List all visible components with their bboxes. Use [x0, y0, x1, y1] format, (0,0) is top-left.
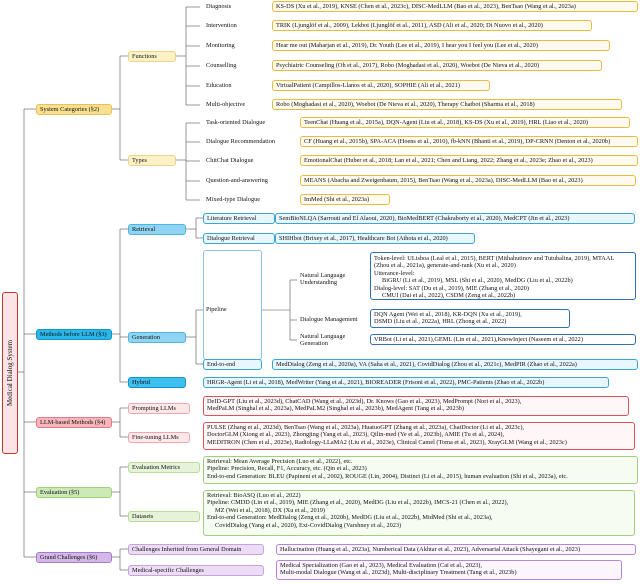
- node-label: Functions: [132, 53, 157, 60]
- specific-line: Multi-modal Dialogue (Wang et al., 2023d), Multi-disciplinary Treatment (Tang et al., 2023b): [280, 569, 517, 577]
- label-pipeline: Pipeline: [206, 306, 227, 313]
- node-evaluation-metrics: [128, 462, 200, 473]
- dm-line: DSMD (Liu et al., 2022a), HRL (Zhong et al., 2022): [374, 318, 507, 326]
- dm-line: DQN Agent (Wei et al., 2018), KR-DQN (Xu et al., 2019),: [374, 311, 522, 318]
- finetuning-line: MEDITRON (Chen et al., 2023e), Radiology-LLaMA2 (Liu et al., 2023e), Clinical Camel (Toma et al., 2023), XrayGLM (Wang et al., 2023c): [207, 438, 567, 446]
- node-literature-retrieval: [203, 213, 275, 224]
- node-label: Datasets: [132, 513, 154, 520]
- label-nlg-2: Generation: [300, 340, 328, 347]
- node-medical-specific: [128, 565, 264, 576]
- label-intervention: Intervention: [206, 22, 237, 29]
- nlu-line: BiGRU (Li et al., 2019), MSL (Shi et al., 2020), MedDG (Liu et al., 2022b): [382, 277, 573, 285]
- finetuning-line: DoctorGLM (Xiong et al., 2023), Zhongjing (Yang et al., 2023), Qilin-med (Ye et al., 2023b), AMIE (Tu et al., 2024),: [207, 431, 505, 439]
- leaf-chitchat: [300, 155, 638, 166]
- category-system: [36, 104, 112, 115]
- node-datasets: [128, 511, 200, 522]
- leaf-multi-objective: [272, 99, 622, 110]
- category-challenges: [36, 552, 112, 563]
- category-label: Methods before LLM (§3): [40, 331, 107, 338]
- node-label: Medical-specific Challenges: [132, 567, 204, 574]
- leaf-text: HRGR-Agent (Li et al., 2018), MedWriter (Yang et al., 2021), BIOREADER (Frisoni et al., 2022), PMC-Patients (Zhao et al., 2022b): [207, 379, 545, 386]
- leaf-text: TRIK (Ljunglöf et al., 2009), Lekbot (Ljunglöf et al., 2011), ASD (Ali et al., 2020; Di Nuovo et al., 2020): [276, 22, 543, 29]
- label-monitoring: Monitoring: [206, 42, 235, 49]
- datasets-line: Pipeline: CMDD (Lin et al., 2019), MIE (Zhang et al., 2020), MedDG (Liu et al., 2022b), IMCS-21 (Chen et al., 2022),: [207, 499, 509, 507]
- leaf-text: ImMed (Shi et al., 2023a): [304, 196, 370, 203]
- leaf-task-oriented: [300, 117, 630, 128]
- label-dialogue-management: Dialogue Management: [300, 316, 358, 323]
- leaf-text: MedDialog (Zeng et al., 2020a), VA (Saha et al., 2021), CovidDialog (Zhou et al., 2021c), MedPIR (Zhao et al., 2022a): [276, 361, 577, 368]
- node-finetuning: [128, 432, 190, 443]
- label-education: Education: [206, 82, 232, 89]
- leaf-question-answering: [300, 175, 636, 186]
- node-label: Literature Retrieval: [207, 215, 257, 222]
- node-dialogue-retrieval: [203, 233, 275, 244]
- node-label: Prompting LLMs: [132, 405, 176, 412]
- label-nlu-2: Understanding: [300, 279, 338, 286]
- leaf-text: Psychiatric Counseling (Oh et al., 2017), Robo (Moghadasi et al., 2020), Woebot (De Nieva et al., 2020): [276, 62, 540, 69]
- leaf-education: [272, 80, 490, 91]
- label-task-oriented: Task-oriented Dialogue: [206, 119, 266, 126]
- leaf-intervention: [272, 20, 592, 31]
- datasets-line: Retrieval: BioASQ (Luo et al., 2022): [207, 492, 301, 499]
- specific-line: Medical Specialization (Gao et al., 2023), Medical Evaluation (Cai et al., 2023),: [280, 562, 482, 569]
- category-label: Evaluation (§5): [40, 489, 80, 496]
- category-evaluation: [36, 487, 112, 498]
- leaf-text: EmotionalChat (Huber et al., 2018; Lan et al., 2021; Chen and Liang, 2022; Zhang et al., 2023e; Zhao et al., 2023): [304, 157, 593, 164]
- leaf-text: Hallucination (Huang et al., 2023a), Numberical Data (Akhtar et al., 2023), Adversarial Attack (Shayegani et al., 2023): [280, 546, 581, 553]
- node-label: Fine-tuning LLMs: [132, 434, 179, 441]
- finetuning-line: PULSE (Zhang et al., 2023d), BenTsao (Wang et al., 2023a), HuatuoGPT (Zhang et al., 2023a), ChatDoctor (Li et al., 2023c),: [207, 424, 525, 431]
- leaf-inherited-challenges: [276, 544, 636, 555]
- datasets-line: End-to-end Generation: MedDialog (Zeng et al., 2020b), MedDG (Liu et al., 2022b), MidMed (Shi et al., 2023a),: [207, 514, 493, 522]
- leaf-diagnosis: [272, 1, 638, 12]
- root-node: [2, 292, 18, 454]
- nlu-line: Token-level: ULisboa (Leal et al., 2015), BERT (Mithahutinov and Tutubalina, 2019), MTAAL (Zhou et al., 2021a), generate-and-rank (Xu et al., 2020): [374, 255, 615, 270]
- leaf-text: CF (Huang et al., 2015b), SPA-ACA (Hoens et al., 2010), fb-kNN (Bhanti et al., 2019), DP-CRNN (Denton et al., 2020b): [304, 138, 611, 145]
- category-label: LLM-based Methods (§4): [40, 419, 106, 426]
- node-label: Challenges Inherited from General Domain: [132, 546, 242, 553]
- node-label: Generation: [132, 334, 160, 341]
- leaf-nlg: [370, 334, 636, 345]
- category-label: System Categories (§2): [40, 106, 100, 113]
- metrics-line: End-to-end Generation: BLEU (Papineni et al., 2002), ROUGE (Lin, 2004), Distinct (Li et al., 2015), human evaluation (Shi et al., 2023a), etc.: [207, 472, 568, 480]
- pipeline-box: [203, 250, 262, 360]
- datasets-line: CovidDialog (Yang et al., 2020), Ext-CovidDialog (Varshney et al., 2023): [215, 521, 402, 529]
- label-question-answering: Question-and-answering: [206, 177, 268, 184]
- label-nlu-1: Natural Language: [300, 272, 346, 279]
- label-chitchat: ChitChat Dialogue: [206, 157, 254, 164]
- leaf-text: TeenChat (Huang et al., 2015a), DQN-Agent (Liu et al., 2018), KS-DS (Xu et al., 2019), HRL (Liao et al., 2020): [304, 119, 589, 126]
- leaf-text: MEANS (Abacha and Zweigenbaum, 2015), BenTsao (Wang et al., 2023a), DISC-MedLLM (Bao et al., 2023): [304, 177, 583, 184]
- node-prompting: [128, 403, 190, 414]
- node-label: Dialogue Retrieval: [207, 235, 255, 242]
- leaf-datasets: [203, 490, 635, 536]
- nlu-line: Utterance-level:: [374, 269, 415, 277]
- leaf-finetuning: [203, 422, 635, 450]
- leaf-hybrid: [203, 377, 609, 388]
- metrics-line: Pipeline: Precision, Recall, F1, Accuracy, etc. (Qin et al., 2023): [207, 465, 367, 473]
- label-multi-objective: Multi-objective: [206, 101, 246, 108]
- node-label: Hybrid: [132, 379, 150, 386]
- node-label: Retrieval: [132, 226, 156, 233]
- leaf-nlu: [370, 252, 636, 300]
- node-inherited-challenges: [128, 544, 264, 555]
- node-hybrid: [128, 377, 186, 388]
- prompting-line: MedPaLM (Singhal et al., 2023a), MedPaLM2 (Singhal et al., 2023b), MedAgent (Tang et al., 2023b): [207, 405, 464, 413]
- node-types: [128, 155, 176, 166]
- category-llm: [36, 417, 112, 428]
- leaf-text: SemBioNLQA (Sarrouti and El Alaoui, 2020), BioMedBERT (Chakraborty et al., 2020), MedCPT (Jin et al., 2023): [279, 215, 570, 222]
- datasets-line: MZ (Wei et al., 2018), DX (Xu et al., 2019): [215, 506, 326, 514]
- leaf-medical-specific: [276, 560, 622, 580]
- leaf-prompting: [203, 396, 629, 416]
- leaf-dialogue-retrieval: [275, 233, 475, 244]
- node-end-to-end: [203, 359, 262, 370]
- leaf-text: KS-DS (Xu et al., 2019), KNSE (Chen et al., 2023c), DISC-MedLLM (Bao et al., 2023), BenTsao (Wang et al., 2023a): [276, 3, 576, 10]
- leaf-mixed-type: [300, 194, 390, 205]
- prompting-line: DeID-GPT (Liu et al., 2023d), ChatCAD (Wang et al., 2023d), Dr. Knows (Gao et al., 2023), MedPrompt (Nori et al., 2023),: [207, 398, 522, 405]
- category-methods: [36, 329, 112, 340]
- node-label: Evaluation Metrics: [132, 464, 181, 471]
- label-dialogue-recommendation: Dialogue Recommendation: [206, 138, 276, 145]
- label-nlg-1: Natural Language: [300, 333, 346, 340]
- node-retrieval: [128, 224, 186, 235]
- label-counselling: Counselling: [206, 62, 237, 69]
- root-label: Medical Dialog System: [6, 339, 14, 407]
- leaf-text: VRBot (Li et al., 2021),GEML (Lin et al., 2021),KnowInject (Naseem et al., 2022): [374, 336, 583, 343]
- leaf-text: Robo (Moghadasi et al., 2020), Woebot (De Nieva et al., 2020), Therapy Chatbot (Sharma et al., 2018): [276, 101, 535, 108]
- nlu-line: CMUI (Dai et al., 2022), CSDM (Zeng et al., 2022b): [382, 292, 516, 300]
- node-label: Types: [132, 157, 147, 164]
- node-label: End-to-end: [207, 361, 236, 368]
- node-generation: [128, 332, 186, 343]
- nlu-line: Dialog-level: SAT (Du et al., 2019), MIE (Zhang et al., 2020): [374, 284, 529, 292]
- metrics-line: Retrieval: Mean Average Precision (Luo et al., 2022), etc.: [207, 458, 353, 465]
- leaf-dialogue-management: [370, 309, 570, 328]
- leaf-monitoring: [272, 40, 610, 51]
- leaf-text: VirtualPatient (Campillos-Llanos et al., 2020), SOPHIE (Ali et al., 2021): [276, 82, 460, 89]
- label-diagnosis: Diagnosis: [206, 3, 232, 10]
- leaf-literature-retrieval: [275, 213, 635, 224]
- leaf-dialogue-recommendation: [300, 136, 638, 147]
- leaf-evaluation-metrics: [203, 456, 638, 484]
- leaf-counselling: [272, 60, 602, 71]
- leaf-text: Hear me out (Maharjan et al., 2019), Dr. Youth (Lee et al., 2019), I hear you I feel you (Lee et al., 2020): [276, 42, 538, 49]
- leaf-text: SHIHbot (Brixey et al., 2017), Healthcare Bot (Athota et al., 2020): [279, 235, 448, 242]
- label-mixed-type: Mixed-type Dialogue: [206, 196, 261, 203]
- category-label: Grand Challenges (§6): [40, 554, 98, 561]
- leaf-end-to-end: [272, 359, 638, 370]
- node-functions: [128, 51, 176, 62]
